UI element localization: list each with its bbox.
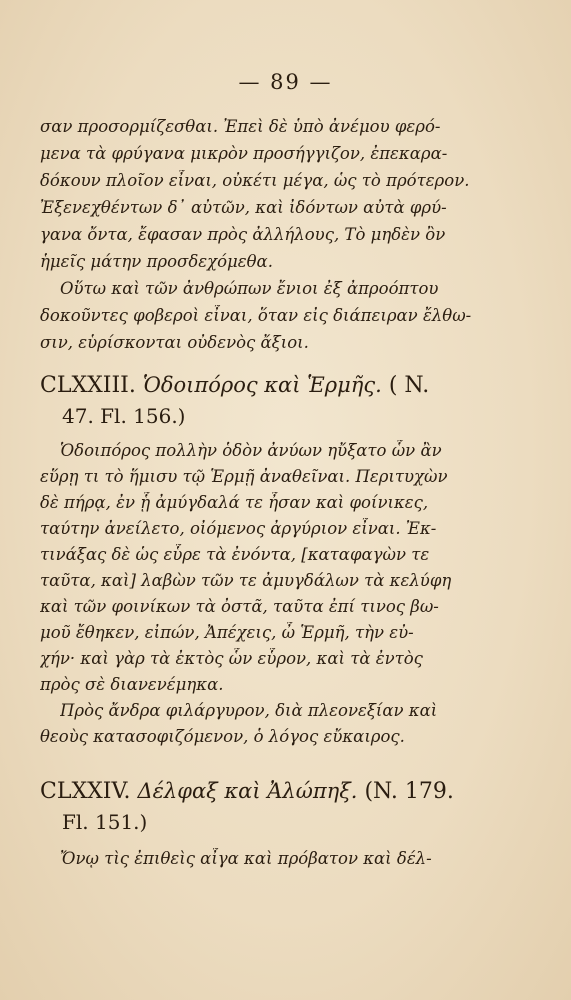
text-line: τινάξας δὲ ὡς εὗρε τὰ ἐνόντα, [καταφαγὼν τε [40, 545, 430, 564]
fable-title: Δέλφαξ καὶ Ἀλώπηξ. [137, 779, 358, 803]
moral-line: δοκοῦντες φοβεροὶ εἶναι, ὅταν εἰς διάπειραν ἔλθω- [40, 306, 472, 325]
text-line: μενα τὰ φρύγανα μικρὸν προσήγγιζον, ἐπεκαρα- [40, 144, 448, 163]
text-line: Ὄνῳ τὶς ἐπιθεὶς αἶγα καὶ πρόβατον καὶ δέλ- [60, 849, 432, 868]
text-line: γανα ὄντα, ἔφασαν πρὸς ἀλλήλους, Τὸ μηδὲν ὂν [40, 225, 446, 244]
fable-heading [40, 776, 535, 807]
fable-reference: ( N. [388, 373, 430, 398]
fable-reference: (N. 179. [364, 779, 454, 804]
text-line: δὲ πήρᾳ, ἐν ᾗ ἀμύγδαλά τε ἦσαν καὶ φοίνικες, [40, 493, 429, 512]
text-line: εὕρῃ τι τὸ ἥμισυ τῷ Ἑρμῇ ἀναθεῖναι. Περιτυχὼν [40, 467, 448, 486]
fable-reference-cont: 47. Fl. 156.) [62, 404, 186, 428]
text-line: μοῦ ἔθηκεν, εἰπών, Ἀπέχεις, ὦ Ἑρμῆ, τὴν εὐ- [40, 623, 414, 642]
fable-reference-cont: Fl. 151.) [62, 810, 148, 834]
text-line: πρὸς σὲ διανενέμηκα. [40, 675, 224, 694]
text-line: σαν προσορμίζεσθαι. Ἐπεὶ δὲ ὑπὸ ἀνέμου φερό- [40, 117, 441, 136]
text-line: ταύτην ἀνείλετο, οἰόμενος ἀργύριον εἶναι. Ἐκ- [40, 519, 437, 538]
moral-line: Οὕτω καὶ τῶν ἀνθρώπων ἔνιοι ἐξ ἀπροόπτου [60, 279, 439, 298]
fable-numeral: CLXXIII. [40, 373, 136, 398]
moral-line: σιν, εὑρίσκονται οὐδενὸς ἄξιοι. [40, 333, 309, 352]
text-line: ταῦτα, καὶ] λαβὼν τῶν τε ἀμυγδάλων τὰ κελύφη [40, 571, 452, 590]
page-number: — 89 — [238, 70, 333, 94]
text-line: Ἐξενεχθέντων δ᾽ αὐτῶν, καὶ ἰδόντων αὐτὰ φρύ- [40, 198, 447, 217]
fable-title: Ὁδοιπόρος καὶ Ἑρμῆς. [142, 373, 382, 397]
text-line: χήν· καὶ γὰρ τὰ ἐκτὸς ὧν εὗρον, καὶ τὰ ἐντὸς [40, 649, 423, 668]
text-line: καὶ τῶν φοινίκων τὰ ὀστᾶ, ταῦτα ἐπί τινος βω- [40, 597, 439, 616]
moral-line: θεοὺς κατασοφιζόμενον, ὁ λόγος εὔκαιρος. [40, 727, 405, 746]
text-line: δόκουν πλοῖον εἶναι, οὐκέτι μέγα, ὡς τὸ πρότερον. [40, 171, 470, 190]
moral-line: Πρὸς ἄνδρα φιλάργυρον, διὰ πλεονεξίαν καὶ [60, 701, 438, 720]
text-line: Ὁδοιπόρος πολλὴν ὁδὸν ἀνύων ηὔξατο ὧν ἂν [60, 441, 442, 460]
fable-heading [40, 370, 535, 401]
fable-numeral: CLXXIV. [40, 779, 131, 804]
text-line: ἡμεῖς μάτην προσδεχόμεθα. [40, 252, 273, 271]
